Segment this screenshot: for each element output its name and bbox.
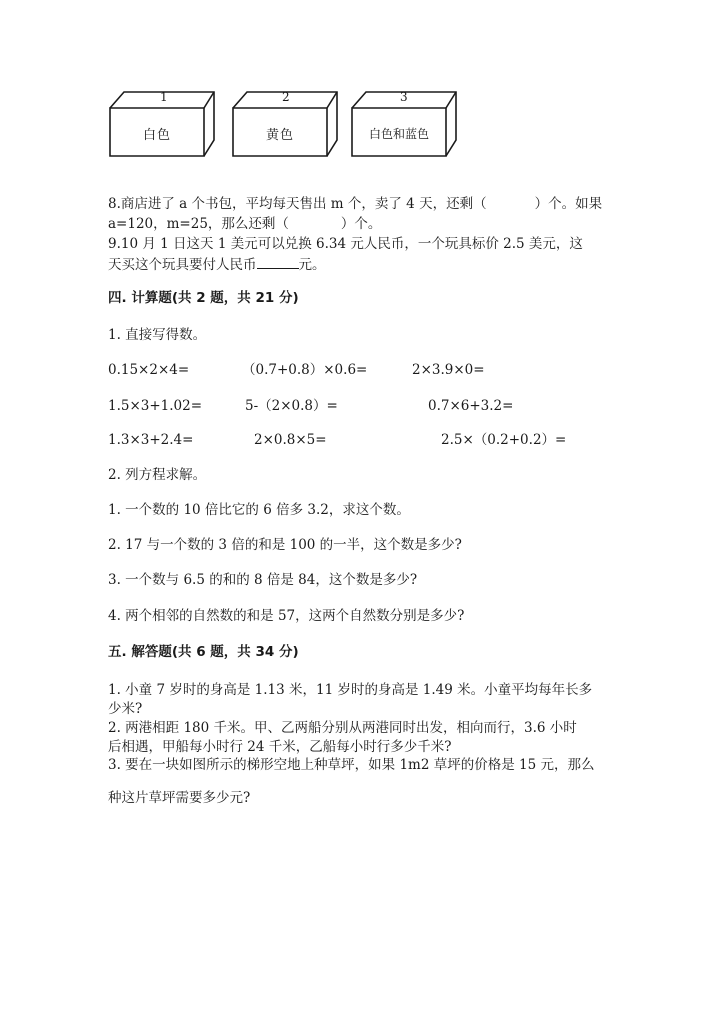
section-4-sub2: 2. 列方程求解。 xyxy=(108,467,207,483)
q9-text-a: 天买这个玩具要付人民币 xyxy=(108,257,257,273)
section-5-title: 五. 解答题(共 6 题，共 34 分) xyxy=(108,644,299,660)
box-2-number: 2 xyxy=(282,90,290,104)
equation-item: 4. 两个相邻的自然数的和是 57，这两个自然数分别是多少? xyxy=(108,608,465,624)
problem-3-line1: 3. 要在一块如图所示的梯形空地上种草坪，如果 1m2 草坪的价格是 15 元，那么 xyxy=(108,757,595,773)
problem-1-line1: 1. 小童 7 岁时的身高是 1.13 米，11 岁时的身高是 1.49 米。小童平均每年长多 xyxy=(108,682,593,698)
q8-text-b: ）个。如果 xyxy=(534,196,603,212)
q8-text-c: a=120，m=25，那么还剩（ xyxy=(108,216,289,232)
box-1 xyxy=(104,88,216,160)
q8-line2 xyxy=(108,214,381,234)
box-illustrations xyxy=(104,88,444,162)
box-2 xyxy=(227,88,339,160)
problem-2-line2: 后相遇，甲船每小时行 24 千米，乙船每小时行多少千米? xyxy=(108,739,452,755)
box-1-number: 1 xyxy=(160,90,168,104)
q8-text-d: ）个。 xyxy=(340,216,382,232)
q8-blank-2[interactable] xyxy=(289,227,341,228)
equation-item: 3. 一个数与 6.5 的和的 8 倍是 84，这个数是多少? xyxy=(108,572,418,588)
box-3-number: 3 xyxy=(400,90,408,104)
calc-item: 1.5×3+1.02= xyxy=(108,398,203,414)
equation-item: 2. 17 与一个数的 3 倍的和是 100 的一半，这个数是多少? xyxy=(108,537,462,553)
calc-item: 2×3.9×0= xyxy=(412,362,485,378)
q8-line1 xyxy=(108,194,602,214)
q9-line2 xyxy=(108,254,326,275)
problem-3-line2: 种这片草坪需要多少元? xyxy=(108,790,251,806)
box-1-label: 白色 xyxy=(142,127,171,143)
calc-item: （0.7+0.8）×0.6= xyxy=(242,362,368,378)
calc-item: 2×0.8×5= xyxy=(254,432,327,448)
q9-text-b: 元。 xyxy=(298,257,326,273)
calc-item: 5-（2×0.8）= xyxy=(245,398,338,414)
calc-item: 0.15×2×4= xyxy=(108,362,190,378)
box-3-label: 白色和蓝色 xyxy=(368,126,429,141)
problem-1-line2: 少米? xyxy=(108,701,143,717)
q8-blank-1[interactable] xyxy=(487,207,535,208)
q9-answer-blank[interactable] xyxy=(257,254,299,269)
box-2-label: 黄色 xyxy=(265,127,294,143)
calc-item: 1.3×3+2.4= xyxy=(108,432,194,448)
q8-text-a: 8.商店进了 a 个书包，平均每天售出 m 个，卖了 4 天，还剩（ xyxy=(108,196,487,212)
section-4-sub1: 1. 直接写得数。 xyxy=(108,327,207,343)
section-4-title: 四. 计算题(共 2 题，共 21 分) xyxy=(108,290,299,306)
equation-item: 1. 一个数的 10 倍比它的 6 倍多 3.2，求这个数。 xyxy=(108,502,410,518)
box-3 xyxy=(348,88,460,160)
q9-line1: 9.10 月 1 日这天 1 美元可以兑换 6.34 元人民币，一个玩具标价 2.5 美元，这 xyxy=(108,236,583,252)
problem-2-line1: 2. 两港相距 180 千米。甲、乙两船分别从两港同时出发，相向而行，3.6 小时 xyxy=(108,720,577,736)
calc-item: 2.5×（0.2+0.2）= xyxy=(441,432,567,448)
calc-item: 0.7×6+3.2= xyxy=(428,398,514,414)
